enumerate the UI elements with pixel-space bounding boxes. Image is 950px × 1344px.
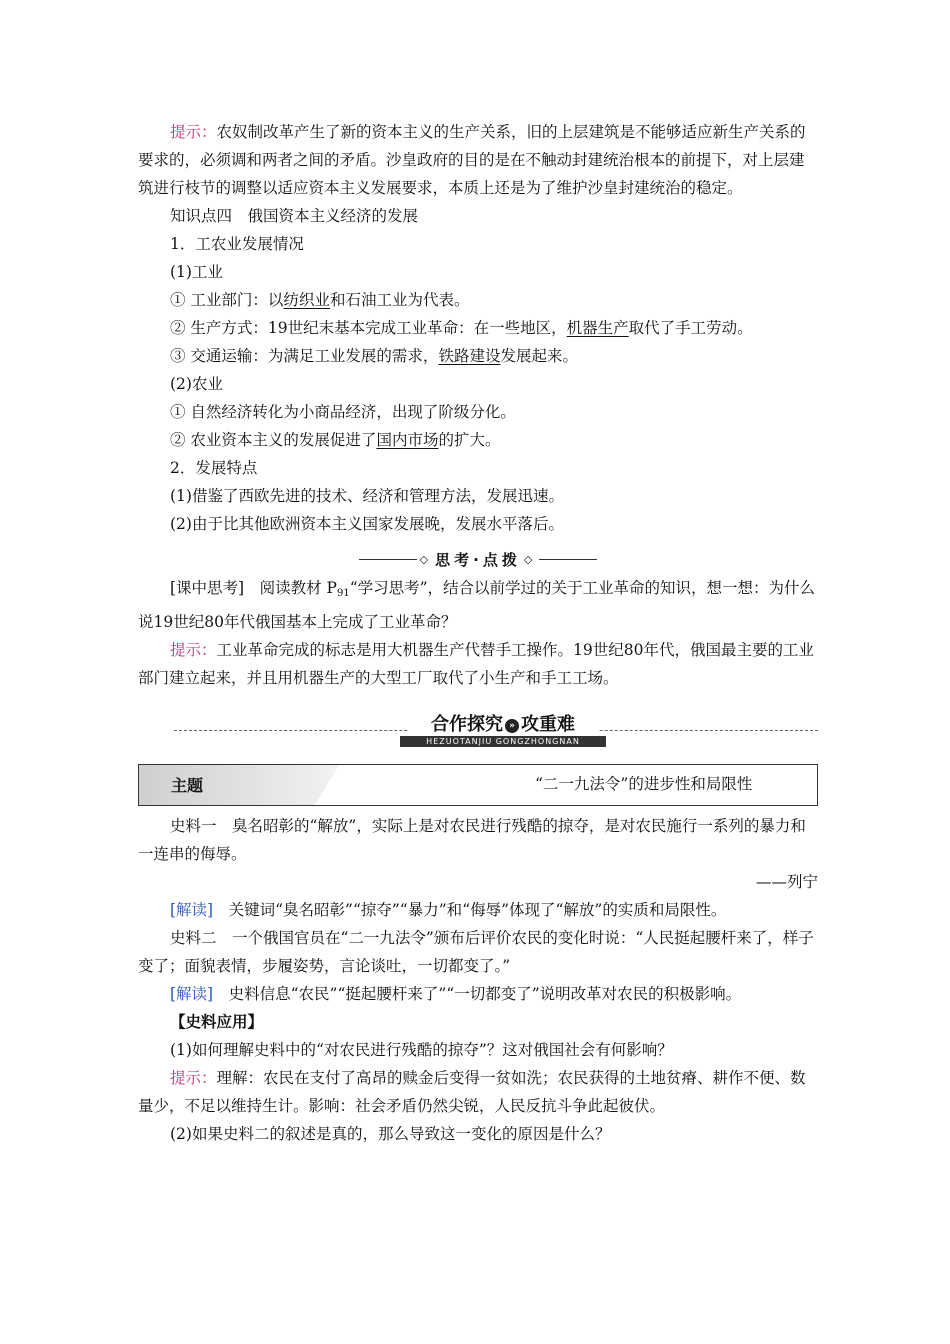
underlined-term: 铁路建设 bbox=[438, 347, 501, 365]
industry-item-1-text: ① 工业部门：以 bbox=[170, 291, 284, 309]
document-page bbox=[138, 118, 818, 1148]
industry-item-2-text: ② 生产方式：19世纪末基本完成工业革命：在一些地区， bbox=[170, 319, 567, 337]
hint-label: 提示： bbox=[170, 123, 217, 141]
agriculture-item-1: ① 自然经济转化为小商品经济，出现了阶级分化。 bbox=[170, 403, 516, 421]
source-2-text: 史料二 一个俄国官员在“二一九法令”颁布后评价农民的变化时说：“人民挺起腰杆来了，样子变了；面貌表情，步履姿势，言论谈吐，一切都变了。” bbox=[138, 929, 814, 975]
banner-pinyin: HEZUOTANJIU GONGZHONGNAN bbox=[400, 736, 606, 747]
source-1-reading bbox=[138, 896, 818, 924]
industry-item-2 bbox=[138, 314, 818, 342]
knowledge-point-heading: 知识点四 俄国资本主义经济的发展 bbox=[170, 207, 419, 225]
think-answer bbox=[138, 636, 818, 692]
section-banner bbox=[138, 704, 818, 760]
think-question-label: [课中思考] bbox=[170, 579, 245, 597]
banner-title bbox=[408, 710, 598, 734]
application-answer-1 bbox=[138, 1064, 818, 1120]
source-1-reading-text: 关键词“臭名昭彰”“掠夺”“暴力”和“侮辱”体现了“解放”的实质和局限性。 bbox=[213, 901, 727, 919]
source-1-text: 史料一 臭名昭彰的“解放”，实际上是对农民进行残酷的掠夺，是对农民施行一系列的暴力和一连串的侮辱。 bbox=[138, 817, 806, 863]
page-subscript: 91 bbox=[336, 588, 350, 599]
agriculture-label: (2)农业 bbox=[170, 375, 223, 393]
think-divider bbox=[138, 544, 818, 574]
hint-label: 提示： bbox=[170, 641, 217, 659]
hint-paragraph bbox=[138, 118, 818, 202]
hint-label: 提示： bbox=[170, 1069, 217, 1087]
divider-line bbox=[539, 559, 597, 560]
divider-line bbox=[359, 559, 417, 560]
banner-title-left: 合作探究 bbox=[431, 714, 503, 735]
think-question-text: 阅读教材 P bbox=[244, 579, 337, 597]
hint-text: 农奴制改革产生了新的资本主义的生产关系，旧的上层建筑是不能够适应新生产关系的要求的，必须调和两者之间的矛盾。沙皇政府的目的是在不触动封建统治根本的前提下，对上层建筑进行枝节的调整以适应资本主义发展要求，本质上还是为了维护沙皇封建统治的稳定。 bbox=[138, 123, 806, 197]
topic-title: “二一九法令”的进步性和局限性 bbox=[535, 775, 753, 793]
underlined-term: 纺织业 bbox=[283, 291, 330, 309]
application-question-1: (1)如何理解史料中的“对农民进行残酷的掠夺”？这对俄国社会有何影响？ bbox=[170, 1041, 673, 1059]
reading-label: [解读] bbox=[170, 901, 214, 919]
underlined-term: 机器生产 bbox=[566, 319, 629, 337]
topic-box bbox=[138, 764, 818, 806]
industry-item-3-tail: 发展起来。 bbox=[500, 347, 578, 365]
section-2-heading: 2．发展特点 bbox=[170, 459, 258, 477]
agriculture-item-2-tail: 的扩大。 bbox=[438, 431, 501, 449]
industry-item-3-text: ③ 交通运输：为满足工业发展的需求， bbox=[170, 347, 439, 365]
diamond-icon: ◇ bbox=[419, 552, 433, 566]
topic-tab bbox=[139, 765, 339, 805]
industry-label: (1)工业 bbox=[170, 263, 223, 281]
industry-item-3 bbox=[138, 342, 818, 370]
feature-item-1: (1)借鉴了西欧先进的技术、经济和管理方法，发展迅速。 bbox=[170, 487, 564, 505]
industry-item-1 bbox=[138, 286, 818, 314]
think-answer-text: 工业革命完成的标志是用大机器生产代替手工操作。19世纪80年代，俄国最主要的工业部门建立起来，并且用机器生产的大型工厂取代了小生产和手工工场。 bbox=[138, 641, 814, 687]
source-2-reading-text: 史料信息“农民”“挺起腰杆来了”“一切都变了”说明改革对农民的积极影响。 bbox=[213, 985, 742, 1003]
arrow-icon: » bbox=[505, 719, 519, 733]
think-title: 思考·点拨 bbox=[435, 550, 521, 569]
underlined-term: 国内市场 bbox=[376, 431, 439, 449]
agriculture-item-2-text: ② 农业资本主义的发展促进了 bbox=[170, 431, 377, 449]
topic-label: 主题 bbox=[171, 776, 204, 795]
think-question-tail: “学习思考”，结合以前学过的关于工业革命的知识，想一想：为什么说19世纪80年代俄国基本上完成了工业革命？ bbox=[138, 579, 816, 631]
application-question-2: (2)如果史料二的叙述是真的，那么导致这一变化的原因是什么？ bbox=[170, 1125, 611, 1143]
banner-title-right: 攻重难 bbox=[521, 714, 575, 735]
feature-item-2: (2)由于比其他欧洲资本主义国家发展晚，发展水平落后。 bbox=[170, 515, 564, 533]
think-question bbox=[138, 574, 818, 636]
industry-item-1-tail: 和石油工业为代表。 bbox=[329, 291, 470, 309]
application-answer-1-text: 理解：农民在支付了高昂的赎金后变得一贫如洗；农民获得的土地贫瘠、耕作不便、数量少，不足以维持生计。影响：社会矛盾仍然尖锐，人民反抗斗争此起彼伏。 bbox=[138, 1069, 806, 1115]
reading-label: [解读] bbox=[170, 985, 214, 1003]
section-1-heading: 1．工农业发展情况 bbox=[170, 235, 304, 253]
source-2-reading bbox=[138, 980, 818, 1008]
application-heading: 【史料应用】 bbox=[170, 1012, 264, 1031]
source-1-attribution: ——列宁 bbox=[755, 873, 818, 891]
agriculture-item-2 bbox=[138, 426, 818, 454]
industry-item-2-tail: 取代了手工劳动。 bbox=[628, 319, 753, 337]
diamond-icon: ◇ bbox=[523, 552, 537, 566]
